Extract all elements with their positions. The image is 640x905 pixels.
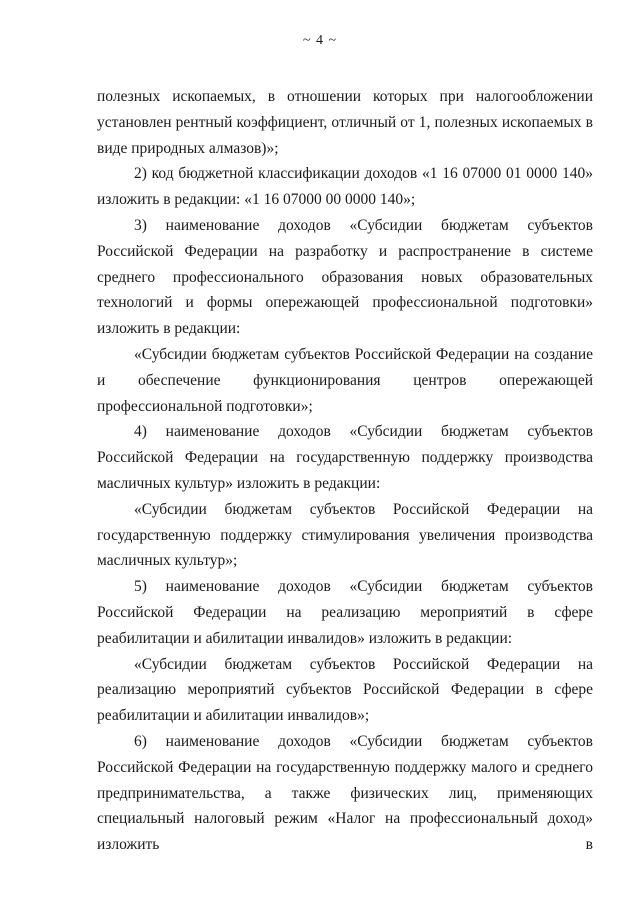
paragraph-8: «Субсидии бюджетам субъектов Российской Федерации на реализацию мероприятий субъектов Российской Федерации в сфере реабилитации и абилитации инвалидов»; — [97, 655, 593, 725]
page-number: ~ 4 ~ — [302, 33, 338, 48]
paragraph-9: 6) наименование доходов «Субсидии бюджетам субъектов Российской Федерации на государственную поддержку малого и среднего предпринимательства, а также физических лиц, применяющих специальный налоговый режим «Налог на профессиональный доход» изложить в — [97, 732, 593, 854]
paragraph-5: 4) наименование доходов «Субсидии бюджетам субъектов Российской Федерации на государственную поддержку производства масличных культур» изложить в редакции: — [97, 423, 593, 492]
paragraph-2: 2) код бюджетной классификации доходов «1 16 07000 01 0000 140» изложить в редакции: «1 16 07000 00 0000 140»; — [97, 165, 593, 209]
document-body — [97, 84, 593, 858]
paragraph-4: «Субсидии бюджетам субъектов Российской Федерации на создание и обеспечение функционирования центров опережающей профессиональной подготовки»; — [97, 345, 593, 415]
paragraph-7: 5) наименование доходов «Субсидии бюджетам субъектов Российской Федерации на реализацию мероприятий в сфере реабилитации и абилитации инвалидов» изложить в редакции: — [97, 578, 593, 647]
paragraph-6: «Субсидии бюджетам субъектов Российской Федерации на государственную поддержку стимулирования увеличения производства масличных культур»; — [97, 500, 593, 570]
paragraph-3: 3) наименование доходов «Субсидии бюджетам субъектов Российской Федерации на разработку и распространение в системе среднего профессионального образования новых образовательных технологий и формы опережающей профессиональной подготовки» изложить в редакции: — [97, 216, 593, 338]
paragraph-1: полезных ископаемых, в отношении которых при налогообложении установлен рентный коэффициент, отличный от 1, полезных ископаемых в виде природных алмазов)»; — [97, 88, 593, 157]
